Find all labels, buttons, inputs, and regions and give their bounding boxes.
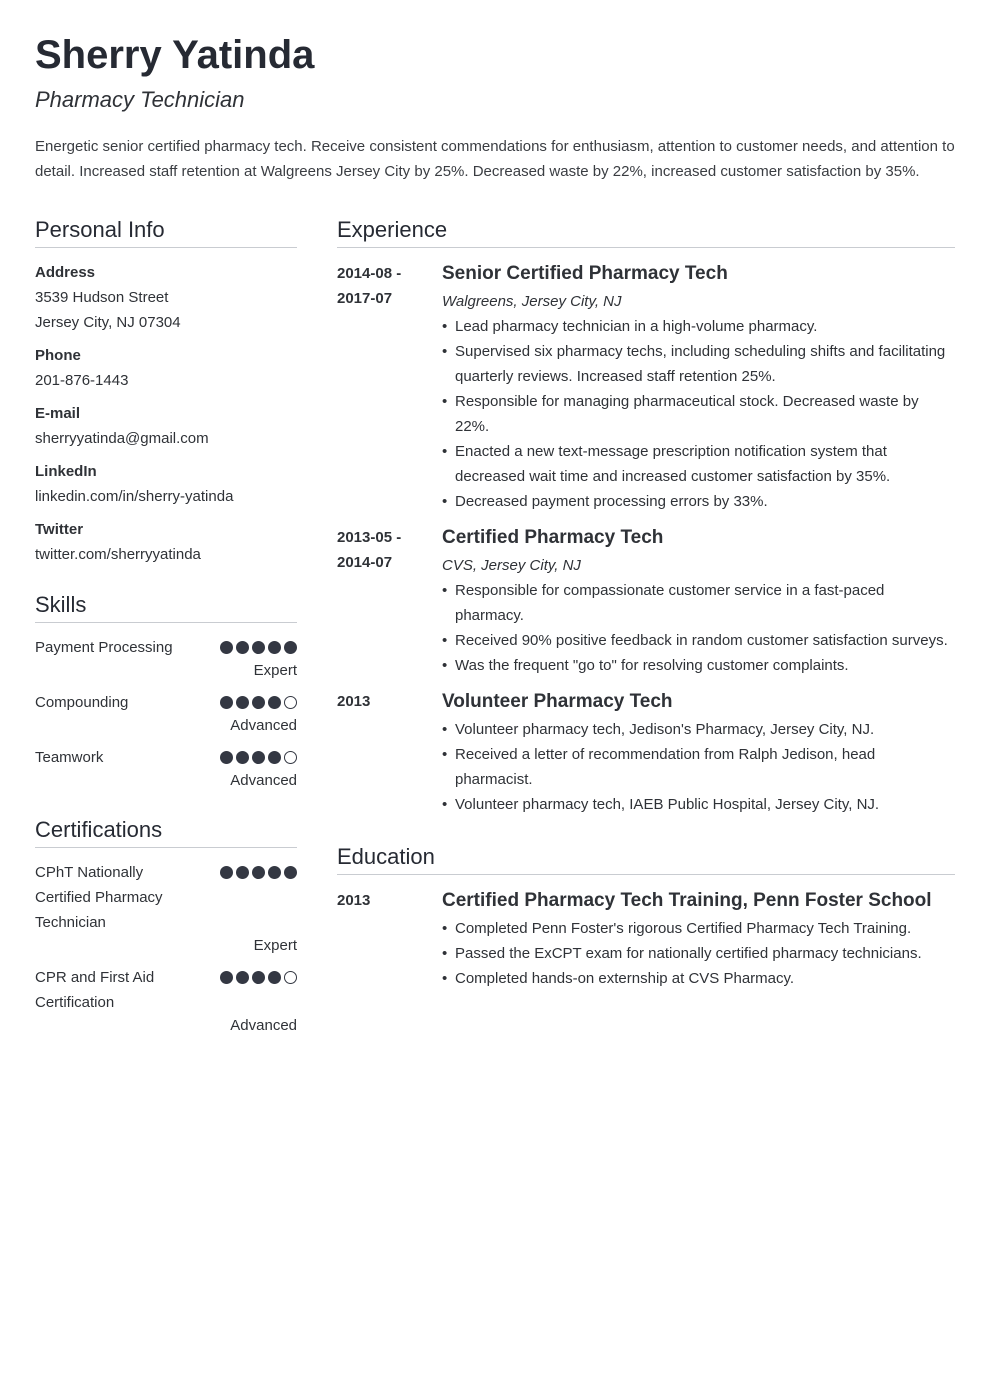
skill-item-level: Advanced bbox=[230, 772, 297, 789]
experience-entry bbox=[337, 524, 955, 678]
experience-entry bbox=[337, 260, 955, 514]
certification-item bbox=[35, 965, 297, 1037]
bullet-item: • Volunteer pharmacy tech, IAEB Public Hospital, Jersey City, NJ. bbox=[442, 792, 955, 817]
filled-dot-icon bbox=[268, 696, 281, 709]
filled-dot-icon bbox=[284, 866, 297, 879]
filled-dot-icon bbox=[236, 971, 249, 984]
filled-dot-icon bbox=[252, 751, 265, 764]
personal-info-heading: Personal Info bbox=[35, 214, 297, 248]
entry-date: 2013 bbox=[337, 892, 371, 909]
info-block bbox=[35, 260, 297, 335]
certification-item-name: CPR and First Aid Certification bbox=[35, 969, 155, 1011]
skills-heading: Skills bbox=[35, 589, 297, 623]
education-heading: Education bbox=[337, 841, 955, 875]
profile-summary: Energetic senior certified pharmacy tech. Receive consistent commendations for enthusiasm, attention to customer needs, and attention to detail. Increased staff retention at Walgreens Jersey City by 25%. Decreased waste by 22%, increased customer satisfaction by 35%. bbox=[35, 138, 955, 180]
rating-dots bbox=[220, 965, 297, 984]
info-label: Twitter bbox=[35, 521, 84, 538]
entry-title: Senior Certified Pharmacy Tech bbox=[442, 263, 728, 284]
filled-dot-icon bbox=[284, 641, 297, 654]
entry-title: Certified Pharmacy Tech bbox=[442, 527, 664, 548]
skill-item-level: Advanced bbox=[230, 717, 297, 734]
certification-item-name: CPhT Nationally Certified Pharmacy Technician bbox=[35, 864, 163, 931]
bullet-item: • Completed hands-on externship at CVS Pharmacy. bbox=[442, 966, 955, 991]
bullet-item: • Responsible for compassionate customer service in a fast-paced pharmacy. bbox=[442, 578, 955, 628]
filled-dot-icon bbox=[220, 866, 233, 879]
filled-dot-icon bbox=[220, 696, 233, 709]
experience-entry bbox=[337, 688, 955, 817]
bullet-item: • Decreased payment processing errors by 33%. bbox=[442, 489, 955, 514]
bullet-item: • Volunteer pharmacy tech, Jedison's Pharmacy, Jersey City, NJ. bbox=[442, 717, 955, 742]
entry-body bbox=[442, 887, 955, 991]
certification-item-level: Expert bbox=[253, 937, 297, 954]
candidate-name: Sherry Yatinda bbox=[35, 33, 315, 77]
bullet-list bbox=[442, 314, 955, 514]
bullet-list bbox=[442, 916, 955, 991]
resume-header bbox=[35, 30, 960, 184]
right-column bbox=[337, 214, 955, 1001]
info-block bbox=[35, 343, 297, 393]
filled-dot-icon bbox=[252, 696, 265, 709]
filled-dot-icon bbox=[220, 751, 233, 764]
entry-date: 2013 bbox=[337, 693, 371, 710]
bullet-item: • Received 90% positive feedback in random customer satisfaction surveys. bbox=[442, 628, 955, 653]
info-block bbox=[35, 517, 297, 567]
info-label: Address bbox=[35, 264, 96, 281]
entry-company: CVS, Jersey City, NJ bbox=[442, 557, 581, 574]
info-value: twitter.com/sherryyatinda bbox=[35, 546, 201, 563]
entry-title: Volunteer Pharmacy Tech bbox=[442, 691, 673, 712]
rating-dots bbox=[220, 860, 297, 879]
education-entry bbox=[337, 887, 955, 991]
left-column bbox=[35, 214, 297, 1045]
entry-body bbox=[442, 524, 955, 678]
certification-item bbox=[35, 860, 297, 957]
filled-dot-icon bbox=[220, 641, 233, 654]
filled-dot-icon bbox=[236, 696, 249, 709]
info-label: Phone bbox=[35, 347, 81, 364]
skill-item-name: Compounding bbox=[35, 694, 129, 711]
skill-item bbox=[35, 635, 297, 682]
filled-dot-icon bbox=[252, 866, 265, 879]
experience-list bbox=[337, 260, 955, 817]
filled-dot-icon bbox=[252, 971, 265, 984]
bullet-item: • Was the frequent "go to" for resolving customer complaints. bbox=[442, 653, 955, 678]
rating-dots bbox=[220, 635, 297, 654]
filled-dot-icon bbox=[220, 971, 233, 984]
bullet-item: • Responsible for managing pharmaceutical stock. Decreased waste by 22%. bbox=[442, 389, 955, 439]
job-title: Pharmacy Technician bbox=[35, 87, 245, 112]
filled-dot-icon bbox=[268, 641, 281, 654]
skill-item bbox=[35, 745, 297, 792]
info-value: Jersey City, NJ 07304 bbox=[35, 314, 181, 331]
bullet-item: • Passed the ExCPT exam for nationally certified pharmacy technicians. bbox=[442, 941, 955, 966]
skill-item-level: Expert bbox=[253, 662, 297, 679]
empty-dot-icon bbox=[284, 696, 297, 709]
info-block bbox=[35, 459, 297, 509]
info-value: 3539 Hudson Street bbox=[35, 289, 169, 306]
info-label: E-mail bbox=[35, 405, 81, 422]
info-value: sherryyatinda@gmail.com bbox=[35, 430, 209, 447]
bullet-list bbox=[442, 578, 955, 678]
filled-dot-icon bbox=[268, 971, 281, 984]
filled-dot-icon bbox=[252, 641, 265, 654]
bullet-item: • Received a letter of recommendation from Ralph Jedison, head pharmacist. bbox=[442, 742, 955, 792]
skill-item-name: Teamwork bbox=[35, 749, 104, 766]
experience-heading: Experience bbox=[337, 214, 955, 248]
info-value: linkedin.com/in/sherry-yatinda bbox=[35, 488, 234, 505]
bullet-item: • Lead pharmacy technician in a high-volume pharmacy. bbox=[442, 314, 955, 339]
filled-dot-icon bbox=[268, 866, 281, 879]
filled-dot-icon bbox=[236, 866, 249, 879]
rating-dots bbox=[220, 690, 297, 709]
certification-item-level: Advanced bbox=[230, 1017, 297, 1034]
filled-dot-icon bbox=[268, 751, 281, 764]
entry-title: Certified Pharmacy Tech Training, Penn Foster School bbox=[442, 890, 932, 911]
skills-list bbox=[35, 635, 297, 792]
bullet-item: • Supervised six pharmacy techs, including scheduling shifts and facilitating quarterly reviews. Increased staff retention 25%. bbox=[442, 339, 955, 389]
skill-item-name: Payment Processing bbox=[35, 639, 173, 656]
skill-item bbox=[35, 690, 297, 737]
certifications-heading: Certifications bbox=[35, 814, 297, 848]
entry-body bbox=[442, 260, 955, 514]
education-list bbox=[337, 887, 955, 991]
filled-dot-icon bbox=[236, 641, 249, 654]
bullet-item: • Enacted a new text-message prescription notification system that decreased wait time and increased customer satisfaction by 35%. bbox=[442, 439, 955, 489]
certifications-list bbox=[35, 860, 297, 1037]
empty-dot-icon bbox=[284, 751, 297, 764]
entry-body bbox=[442, 688, 955, 817]
entry-date: 2013-05 - 2014-07 bbox=[337, 529, 402, 571]
empty-dot-icon bbox=[284, 971, 297, 984]
info-block bbox=[35, 401, 297, 451]
info-label: LinkedIn bbox=[35, 463, 97, 480]
info-value: 201-876-1443 bbox=[35, 372, 129, 389]
rating-dots bbox=[220, 745, 297, 764]
bullet-item: • Completed Penn Foster's rigorous Certified Pharmacy Tech Training. bbox=[442, 916, 955, 941]
entry-company: Walgreens, Jersey City, NJ bbox=[442, 293, 622, 310]
entry-date: 2014-08 - 2017-07 bbox=[337, 265, 402, 307]
personal-info-list bbox=[35, 260, 297, 567]
filled-dot-icon bbox=[236, 751, 249, 764]
bullet-list bbox=[442, 717, 955, 817]
